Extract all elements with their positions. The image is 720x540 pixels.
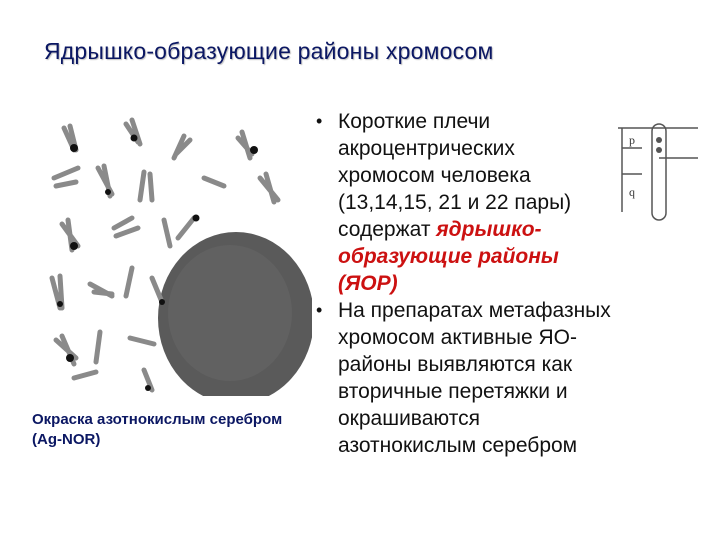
micrograph-caption: Окраска азотнокислым серебром (Ag-NOR): [32, 411, 283, 448]
p-arm-label: p: [629, 133, 635, 147]
bullet-list: [312, 108, 612, 459]
bullet-item: [312, 108, 612, 297]
slide-title: Ядрышко-образующие районы хромосом: [44, 38, 494, 64]
bullet-text: На препаратах метафазных хромосом активные ЯО-районы выявляются как вторичные перетяжки и окрашиваются азотнокислым серебром: [338, 299, 611, 457]
bullet-item: [312, 297, 612, 459]
metaphase-chromosomes-micrograph: [34, 108, 312, 396]
q-arm-label: q: [629, 185, 635, 199]
bullet-text: Короткие плечи акроцентрических хромосом человека (13,14,15, 21 и 22 пары) содержат: [338, 110, 572, 241]
bullet-marker: •: [316, 300, 323, 320]
acrocentric-chromosome-diagram: [612, 118, 704, 228]
bullet-marker: •: [316, 111, 323, 131]
nor-highlight: ядрышко-образующие районы (ЯОР): [338, 218, 559, 295]
